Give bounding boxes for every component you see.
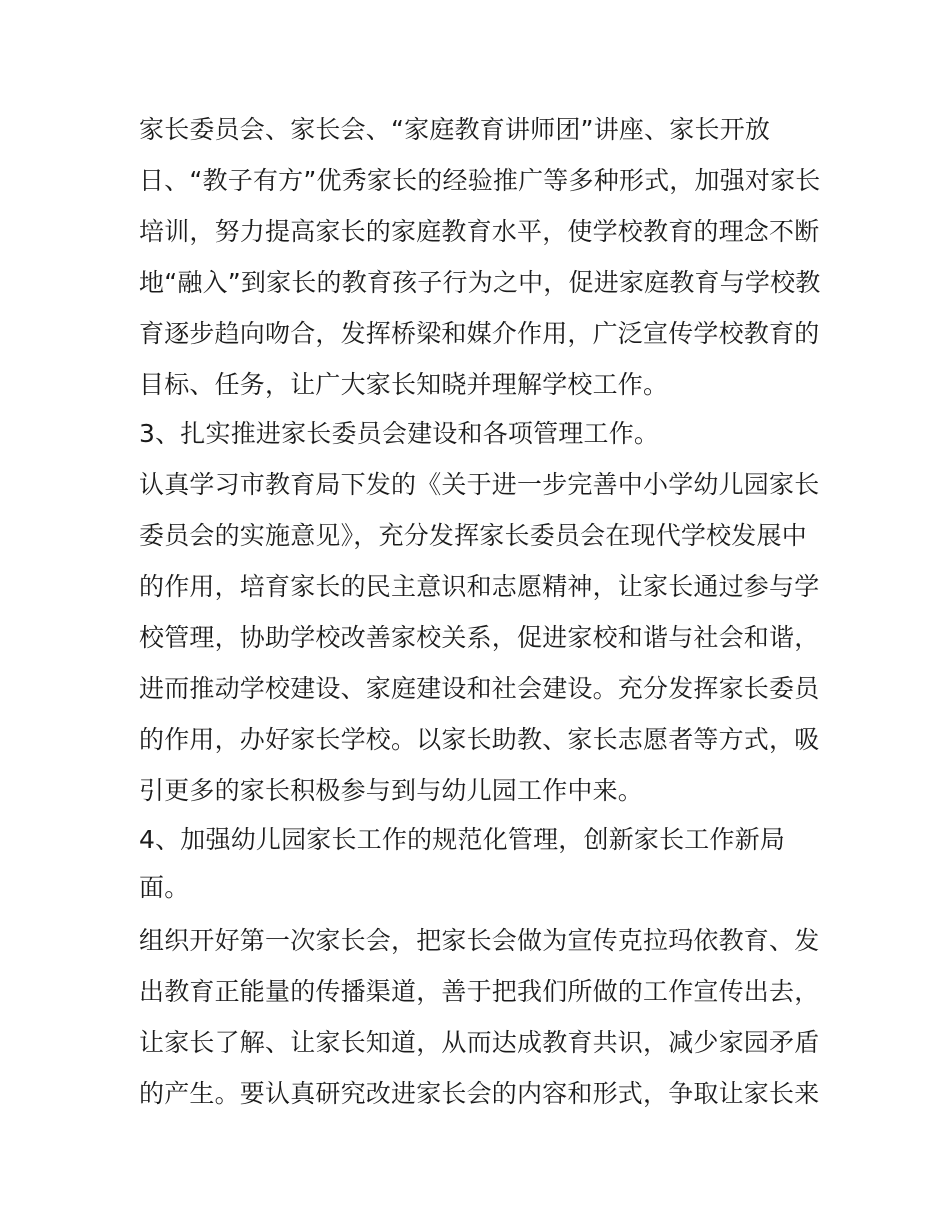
- text-line: 认真学习市教育局下发的《关于进一步完善中小学幼儿园家长: [139, 470, 820, 499]
- text-line: 校管理，协助学校改善家校关系，促进家校和谐与社会和谐，: [139, 623, 820, 652]
- text-line: 的作用，办好家长学校。以家长助教、家长志愿者等方式，吸: [139, 725, 820, 754]
- text-line: 培训，努力提高家长的家庭教育水平，使学校教育的理念不断: [139, 217, 820, 246]
- text-line: 组织开好第一次家长会，把家长会做为宣传克拉玛依教育、发: [139, 926, 820, 955]
- text-line: 地“融入”到家长的教育孩子行为之中，促进家庭教育与学校教: [139, 268, 821, 297]
- text-line: 委员会的实施意见》，充分发挥家长委员会在现代学校发展中: [139, 521, 807, 550]
- text-line: 的产生。要认真研究改进家长会的内容和形式，争取让家长来: [139, 1079, 820, 1108]
- text-line: 目标、任务，让广大家长知晓并理解学校工作。: [139, 370, 669, 399]
- section-heading: 3、扎实推进家长委员会建设和各项管理工作。: [139, 419, 660, 448]
- text-line: 出教育正能量的传播渠道，善于把我们所做的工作宣传出去，: [139, 977, 820, 1006]
- text-line: 日、“教子有方”优秀家长的经验推广等多种形式，加强对家长: [139, 166, 821, 195]
- text-line: 让家长了解、让家长知道，从而达成教育共识，减少家园矛盾: [139, 1028, 820, 1057]
- text-line: 家长委员会、家长会、“家庭教育讲师团”讲座、家长开放: [139, 115, 771, 144]
- text-line: 引更多的家长积极参与到与幼儿园工作中来。: [139, 776, 644, 805]
- section-heading-continued: 面。: [139, 873, 190, 902]
- section-heading: 4、加强幼儿园家长工作的规范化管理，创新家长工作新局: [139, 825, 786, 854]
- text-line: 的作用，培育家长的民主意识和志愿精神，让家长通过参与学: [139, 572, 820, 601]
- text-line: 进而推动学校建设、家庭建设和社会建设。充分发挥家长委员: [139, 674, 820, 703]
- text-line: 育逐步趋向吻合，发挥桥梁和媒介作用，广泛宣传学校教育的: [139, 319, 820, 348]
